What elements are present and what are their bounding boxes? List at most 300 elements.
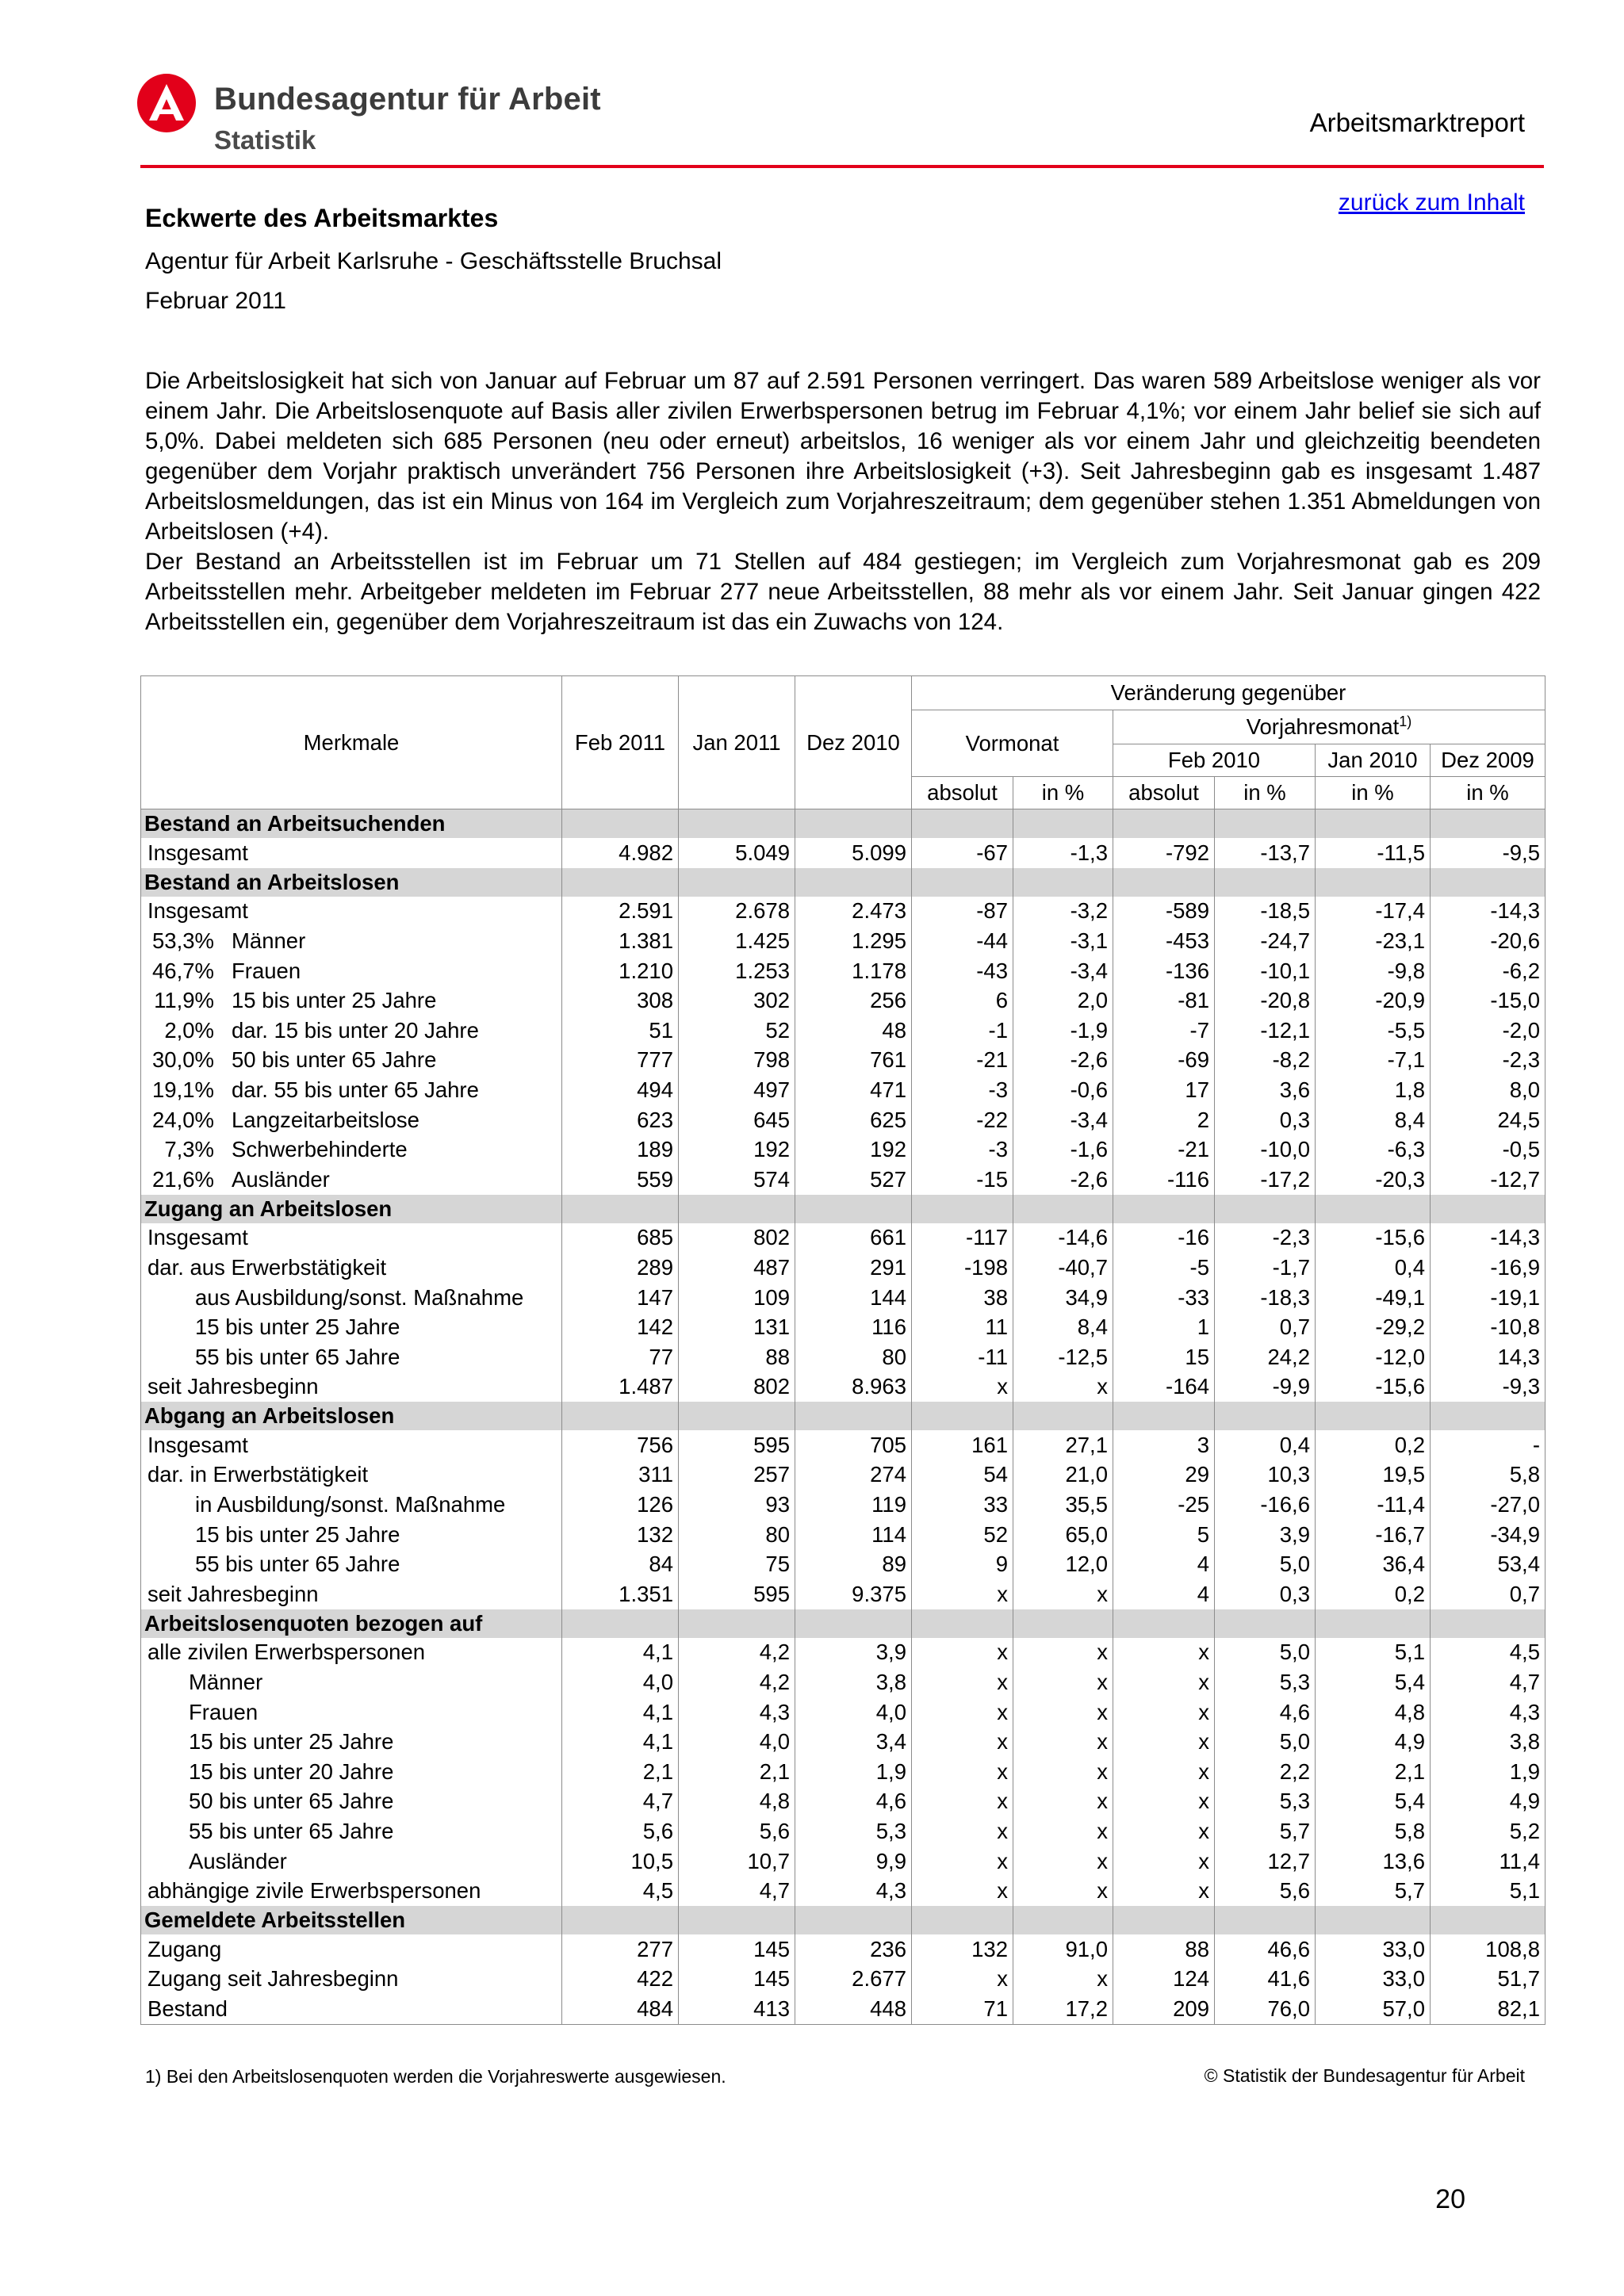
table-row	[141, 1579, 1545, 1609]
value-cell: 33,0	[1316, 1934, 1431, 1965]
value-cell: 3	[1113, 1430, 1215, 1460]
value-cell: -29,2	[1316, 1312, 1431, 1342]
intro-paragraph-2: Der Bestand an Arbeitsstellen ist im Februar um 71 Stellen auf 484 gestiegen; im Vergleich zum Vorjahresmonat gab es 209 Arbeitsstellen mehr. Arbeitgeber meldeten im Februar 277 neue Arbeitsstellen, 88 mehr als vor einem Jahr. Seit Januar gingen 422 Arbeitsstellen ein, gegenüber dem Vorjahreszeitraum ist das ein Zuwachs von 124.	[145, 549, 1541, 635]
value-cell: -5	[1113, 1253, 1215, 1283]
row-label: 15 bis unter 20 Jahre	[189, 1758, 394, 1784]
key-figures-table-wrapper	[140, 675, 1545, 2025]
value-cell: 116	[795, 1312, 912, 1342]
value-cell: x	[912, 1757, 1013, 1787]
section-cell	[1113, 868, 1215, 897]
section-cell	[1113, 1906, 1215, 1934]
value-cell: x	[1013, 1846, 1113, 1877]
section-cell	[562, 1609, 679, 1638]
table-row	[141, 1965, 1545, 1995]
value-cell: -16	[1113, 1223, 1215, 1253]
share-percent: 24,0%	[152, 1107, 214, 1132]
value-cell: 685	[562, 1223, 679, 1253]
value-cell: x	[1113, 1727, 1215, 1757]
value-cell: -792	[1113, 838, 1215, 868]
value-cell: 777	[562, 1046, 679, 1076]
value-cell: -6,2	[1431, 956, 1545, 986]
value-cell: 4,7	[679, 1876, 795, 1906]
table-row	[141, 1430, 1545, 1460]
value-cell: 4,1	[562, 1727, 679, 1757]
section-cell	[1113, 1402, 1215, 1430]
col-header-feb2010: Feb 2010	[1113, 744, 1316, 777]
value-cell: 2.473	[795, 897, 912, 927]
row-label-cell	[141, 1075, 562, 1105]
value-cell: 65,0	[1013, 1520, 1113, 1550]
value-cell: x	[1113, 1757, 1215, 1787]
col-header-merkmale: Merkmale	[141, 676, 562, 809]
value-cell: 11	[912, 1312, 1013, 1342]
value-cell: 5,3	[1215, 1667, 1316, 1697]
value-cell: 4,5	[1431, 1638, 1545, 1668]
section-cell	[912, 809, 1013, 839]
row-label: 50 bis unter 65 Jahre	[232, 1047, 437, 1073]
value-cell: -18,5	[1215, 897, 1316, 927]
section-cell	[1215, 868, 1316, 897]
value-cell: 5,8	[1431, 1460, 1545, 1490]
col-header-jan2010: Jan 2010	[1316, 744, 1431, 777]
value-cell: 3,4	[795, 1727, 912, 1757]
agency-name: Agentur für Arbeit Karlsruhe - Geschäftsstelle Bruchsal	[145, 248, 722, 274]
value-cell: -8,2	[1215, 1046, 1316, 1076]
value-cell: 4,0	[679, 1727, 795, 1757]
value-cell: 53,4	[1431, 1549, 1545, 1579]
row-label-cell	[141, 897, 562, 927]
value-cell: -198	[912, 1253, 1013, 1283]
value-cell: -0,5	[1431, 1135, 1545, 1165]
value-cell: 3,8	[795, 1667, 912, 1697]
section-cell	[1215, 1609, 1316, 1638]
value-cell: x	[912, 1638, 1013, 1668]
value-cell: 2,0	[1013, 985, 1113, 1016]
section-label: Bestand an Arbeitsuchenden	[141, 809, 562, 839]
value-cell: 559	[562, 1165, 679, 1195]
value-cell: 52	[679, 1016, 795, 1046]
table-row	[141, 1757, 1545, 1787]
section-label: Abgang an Arbeitslosen	[141, 1402, 562, 1430]
value-cell: x	[1013, 1697, 1113, 1728]
value-cell: 4,8	[679, 1787, 795, 1817]
value-cell: x	[1113, 1667, 1215, 1697]
table-row	[141, 1075, 1545, 1105]
value-cell: -12,0	[1316, 1342, 1431, 1372]
value-cell: -10,8	[1431, 1312, 1545, 1342]
table-row	[141, 1876, 1545, 1906]
row-label: Zugang	[147, 1936, 222, 1961]
table-row	[141, 1105, 1545, 1135]
value-cell: 4,1	[562, 1638, 679, 1668]
row-label: Zugang seit Jahresbeginn	[147, 1966, 399, 1992]
value-cell: -67	[912, 838, 1013, 868]
row-label: abhängige zivile Erwerbspersonen	[147, 1878, 481, 1904]
section-label: Bestand an Arbeitslosen	[141, 868, 562, 897]
row-label: aus Ausbildung/sonst. Maßnahme	[195, 1284, 524, 1310]
section-cell	[679, 1402, 795, 1430]
value-cell: 132	[562, 1520, 679, 1550]
share-percent: 53,3%	[152, 928, 214, 953]
row-label-cell	[141, 956, 562, 986]
value-cell: -136	[1113, 956, 1215, 986]
section-cell	[1431, 868, 1545, 897]
value-cell: 145	[679, 1965, 795, 1995]
value-cell: 1.210	[562, 956, 679, 986]
section-cell	[912, 1609, 1013, 1638]
value-cell: 302	[679, 985, 795, 1016]
row-label: dar. 55 bis unter 65 Jahre	[232, 1077, 479, 1102]
section-cell	[1316, 1906, 1431, 1934]
value-cell: 52	[912, 1520, 1013, 1550]
value-cell: 274	[795, 1460, 912, 1490]
value-cell: 0,3	[1215, 1579, 1316, 1609]
table-row	[141, 1490, 1545, 1520]
value-cell: 114	[795, 1520, 912, 1550]
table-row	[141, 956, 1545, 986]
value-cell: 5,6	[679, 1816, 795, 1846]
value-cell: x	[1013, 1372, 1113, 1402]
value-cell: -20,9	[1316, 985, 1431, 1016]
value-cell: -20,6	[1431, 926, 1545, 956]
value-cell: 82,1	[1431, 1994, 1545, 2024]
value-cell: 308	[562, 985, 679, 1016]
value-cell: 5,1	[1431, 1876, 1545, 1906]
value-cell: 1,9	[795, 1757, 912, 1787]
value-cell: 0,2	[1316, 1579, 1431, 1609]
value-cell: 0,4	[1215, 1430, 1316, 1460]
value-cell: 5.049	[679, 838, 795, 868]
row-label: Insgesamt	[147, 1432, 248, 1457]
section-cell	[1316, 868, 1431, 897]
value-cell: -17,2	[1215, 1165, 1316, 1195]
value-cell: -3,2	[1013, 897, 1113, 927]
row-label-cell	[141, 1727, 562, 1757]
row-label: 15 bis unter 25 Jahre	[189, 1729, 394, 1755]
row-label: dar. aus Erwerbstätigkeit	[147, 1254, 387, 1280]
share-percent: 11,9%	[154, 988, 214, 1013]
back-to-contents-link[interactable]: zurück zum Inhalt	[1338, 189, 1525, 216]
table-row	[141, 1135, 1545, 1165]
share-percent: 30,0%	[152, 1047, 214, 1073]
value-cell: 494	[562, 1075, 679, 1105]
value-cell: -22	[912, 1105, 1013, 1135]
value-cell: -5,5	[1316, 1016, 1431, 1046]
value-cell: 761	[795, 1046, 912, 1076]
value-cell: -12,1	[1215, 1016, 1316, 1046]
value-cell: -3,4	[1013, 1105, 1113, 1135]
value-cell: -3	[912, 1135, 1013, 1165]
value-cell: -25	[1113, 1490, 1215, 1520]
share-percent: 21,6%	[152, 1166, 214, 1192]
row-label: Insgesamt	[147, 1225, 248, 1250]
page-title: Eckwerte des Arbeitsmarktes	[145, 204, 499, 232]
source-note: © Statistik der Bundesagentur für Arbeit	[1204, 2065, 1525, 2086]
section-cell	[1316, 1195, 1431, 1223]
value-cell: 0,7	[1215, 1312, 1316, 1342]
value-cell: 119	[795, 1490, 912, 1520]
value-cell: 36,4	[1316, 1549, 1431, 1579]
section-row	[141, 1906, 1545, 1934]
value-cell: 4	[1113, 1549, 1215, 1579]
value-cell: -81	[1113, 985, 1215, 1016]
value-cell: 5,0	[1215, 1638, 1316, 1668]
row-label-cell	[141, 1165, 562, 1195]
value-cell: -117	[912, 1223, 1013, 1253]
row-label-cell	[141, 1965, 562, 1995]
value-cell: 144	[795, 1283, 912, 1313]
value-cell: x	[1013, 1787, 1113, 1817]
value-cell: 5,3	[795, 1816, 912, 1846]
value-cell: 661	[795, 1223, 912, 1253]
value-cell: x	[912, 1876, 1013, 1906]
value-cell: 1	[1113, 1312, 1215, 1342]
table-row	[141, 1934, 1545, 1965]
col-header-vormonat: Vormonat	[912, 710, 1113, 777]
value-cell: 595	[679, 1579, 795, 1609]
value-cell: 1.351	[562, 1579, 679, 1609]
row-label: 55 bis unter 65 Jahre	[195, 1552, 400, 1577]
row-label: Frauen	[232, 958, 301, 983]
section-cell	[562, 1195, 679, 1223]
value-cell: 124	[1113, 1965, 1215, 1995]
section-cell	[1215, 1906, 1316, 1934]
value-cell: 12,0	[1013, 1549, 1113, 1579]
section-cell	[1316, 1402, 1431, 1430]
value-cell: -15	[912, 1165, 1013, 1195]
row-label-cell	[141, 1520, 562, 1550]
value-cell: 41,6	[1215, 1965, 1316, 1995]
col-header-veraenderung: Veränderung gegenüber	[912, 676, 1545, 710]
section-cell	[1431, 1906, 1545, 1934]
share-percent: 2,0%	[164, 1017, 214, 1043]
row-label-cell	[141, 1934, 562, 1965]
section-cell	[1215, 1402, 1316, 1430]
row-label: dar. 15 bis unter 20 Jahre	[232, 1017, 479, 1043]
value-cell: 484	[562, 1994, 679, 2024]
value-cell: -2,0	[1431, 1016, 1545, 1046]
value-cell: -13,7	[1215, 838, 1316, 868]
value-cell: 77	[562, 1342, 679, 1372]
value-cell: 2,1	[562, 1757, 679, 1787]
value-cell: 27,1	[1013, 1430, 1113, 1460]
value-cell: x	[1113, 1846, 1215, 1877]
value-cell: x	[1013, 1667, 1113, 1697]
value-cell: x	[912, 1727, 1013, 1757]
value-cell: 88	[1113, 1934, 1215, 1965]
row-label-cell	[141, 1697, 562, 1728]
row-label: 15 bis unter 25 Jahre	[232, 988, 437, 1013]
row-label-cell	[141, 1460, 562, 1490]
vorjahresmonat-label: Vorjahresmonat	[1246, 714, 1400, 740]
row-label-cell	[141, 1638, 562, 1668]
value-cell: 5,4	[1316, 1787, 1431, 1817]
value-cell: x	[1113, 1787, 1215, 1817]
row-label-cell	[141, 1016, 562, 1046]
value-cell: 192	[679, 1135, 795, 1165]
value-cell: 132	[912, 1934, 1013, 1965]
value-cell: -17,4	[1316, 897, 1431, 927]
row-label-cell	[141, 1994, 562, 2024]
value-cell: 4,8	[1316, 1697, 1431, 1728]
value-cell: 5,4	[1316, 1667, 1431, 1697]
section-cell	[1013, 809, 1113, 839]
section-cell	[1215, 1195, 1316, 1223]
value-cell: 14,3	[1431, 1342, 1545, 1372]
value-cell: -19,1	[1431, 1283, 1545, 1313]
section-cell	[1431, 809, 1545, 839]
value-cell: 145	[679, 1934, 795, 1965]
section-cell	[795, 1195, 912, 1223]
value-cell: 413	[679, 1994, 795, 2024]
table-row	[141, 1342, 1545, 1372]
value-cell: 13,6	[1316, 1846, 1431, 1877]
value-cell: 12,7	[1215, 1846, 1316, 1877]
value-cell: 88	[679, 1342, 795, 1372]
value-cell: 4,9	[1431, 1787, 1545, 1817]
row-label: Bestand	[147, 1996, 228, 2021]
value-cell: -27,0	[1431, 1490, 1545, 1520]
value-cell: 289	[562, 1253, 679, 1283]
value-cell: x	[912, 1965, 1013, 1995]
section-cell	[912, 1906, 1013, 1934]
share-percent: 7,3%	[164, 1137, 214, 1162]
value-cell: -44	[912, 926, 1013, 956]
value-cell: -69	[1113, 1046, 1215, 1076]
value-cell: x	[1013, 1965, 1113, 1995]
value-cell: 2.591	[562, 897, 679, 927]
section-label: Gemeldete Arbeitsstellen	[141, 1906, 562, 1934]
value-cell: 4,5	[562, 1876, 679, 1906]
value-cell: 4,6	[1215, 1697, 1316, 1728]
value-cell: 4,1	[562, 1697, 679, 1728]
value-cell: -24,7	[1215, 926, 1316, 956]
value-cell: 5,8	[1316, 1816, 1431, 1846]
row-label-cell	[141, 1667, 562, 1697]
value-cell: -0,6	[1013, 1075, 1113, 1105]
row-label: alle zivilen Erwerbspersonen	[147, 1640, 426, 1665]
table-row	[141, 1667, 1545, 1697]
value-cell: 142	[562, 1312, 679, 1342]
value-cell: 8,4	[1316, 1105, 1431, 1135]
value-cell: x	[1013, 1876, 1113, 1906]
value-cell: -9,3	[1431, 1372, 1545, 1402]
value-cell: 471	[795, 1075, 912, 1105]
value-cell: -10,1	[1215, 956, 1316, 986]
value-cell: 257	[679, 1460, 795, 1490]
table-row	[141, 985, 1545, 1016]
row-label: Schwerbehinderte	[232, 1137, 408, 1162]
value-cell: 5.099	[795, 838, 912, 868]
value-cell: -1,6	[1013, 1135, 1113, 1165]
value-cell: x	[912, 1787, 1013, 1817]
value-cell: -14,6	[1013, 1223, 1113, 1253]
value-cell: 2,2	[1215, 1757, 1316, 1787]
value-cell: 4,9	[1316, 1727, 1431, 1757]
value-cell: 1.178	[795, 956, 912, 986]
value-cell: 3,9	[1215, 1520, 1316, 1550]
value-cell: 798	[679, 1046, 795, 1076]
section-cell	[912, 1402, 1013, 1430]
value-cell: 15	[1113, 1342, 1215, 1372]
value-cell: -11,4	[1316, 1490, 1431, 1520]
section-cell	[795, 809, 912, 839]
value-cell: 5,3	[1215, 1787, 1316, 1817]
footnote: 1) Bei den Arbeitslosenquoten werden die Vorjahreswerte ausgewiesen.	[145, 2066, 726, 2087]
section-cell	[795, 1906, 912, 1934]
value-cell: 802	[679, 1372, 795, 1402]
value-cell: x	[1113, 1876, 1215, 1906]
value-cell: 108,8	[1431, 1934, 1545, 1965]
value-cell: 24,5	[1431, 1105, 1545, 1135]
section-row	[141, 1402, 1545, 1430]
table-row	[141, 1372, 1545, 1402]
value-cell: x	[912, 1697, 1013, 1728]
value-cell: 448	[795, 1994, 912, 2024]
value-cell: 10,3	[1215, 1460, 1316, 1490]
value-cell: 89	[795, 1549, 912, 1579]
table-row	[141, 1520, 1545, 1550]
value-cell: 5,0	[1215, 1727, 1316, 1757]
value-cell: 291	[795, 1253, 912, 1283]
table-row	[141, 838, 1545, 868]
value-cell: 595	[679, 1430, 795, 1460]
value-cell: -21	[912, 1046, 1013, 1076]
ba-logo-icon	[136, 73, 197, 133]
value-cell: 3,8	[1431, 1727, 1545, 1757]
section-label: Arbeitslosenquoten bezogen auf	[141, 1609, 562, 1638]
table-row	[141, 1046, 1545, 1076]
value-cell: 4,3	[679, 1697, 795, 1728]
value-cell: 3,6	[1215, 1075, 1316, 1105]
value-cell: 209	[1113, 1994, 1215, 2024]
value-cell: -14,3	[1431, 1223, 1545, 1253]
section-cell	[1013, 868, 1113, 897]
value-cell: -9,8	[1316, 956, 1431, 986]
value-cell: 33,0	[1316, 1965, 1431, 1995]
row-label: Frauen	[189, 1699, 259, 1724]
col-header-in-pct-4: in %	[1431, 777, 1545, 809]
section-cell	[912, 868, 1013, 897]
value-cell: 161	[912, 1430, 1013, 1460]
row-label: 15 bis unter 25 Jahre	[195, 1521, 400, 1547]
row-label: seit Jahresbeginn	[147, 1581, 319, 1606]
section-cell	[679, 868, 795, 897]
value-cell: 57,0	[1316, 1994, 1431, 2024]
value-cell: -1,9	[1013, 1016, 1113, 1046]
row-label-cell	[141, 1312, 562, 1342]
value-cell: -43	[912, 956, 1013, 986]
value-cell: 189	[562, 1135, 679, 1165]
row-label: 55 bis unter 65 Jahre	[195, 1344, 400, 1369]
table-row	[141, 1223, 1545, 1253]
value-cell: 19,5	[1316, 1460, 1431, 1490]
value-cell: 5,7	[1316, 1876, 1431, 1906]
value-cell: 2,1	[1316, 1757, 1431, 1787]
value-cell: 4,2	[679, 1667, 795, 1697]
row-label-cell	[141, 1372, 562, 1402]
value-cell: 1.487	[562, 1372, 679, 1402]
value-cell: -16,6	[1215, 1490, 1316, 1520]
value-cell: 5,2	[1431, 1816, 1545, 1846]
value-cell: x	[912, 1816, 1013, 1846]
section-cell	[1013, 1906, 1113, 1934]
value-cell: 2.678	[679, 897, 795, 927]
value-cell: -2,3	[1215, 1223, 1316, 1253]
value-cell: 5,0	[1215, 1549, 1316, 1579]
table-row	[141, 1283, 1545, 1313]
col-header-absolut-2: absolut	[1113, 777, 1215, 809]
